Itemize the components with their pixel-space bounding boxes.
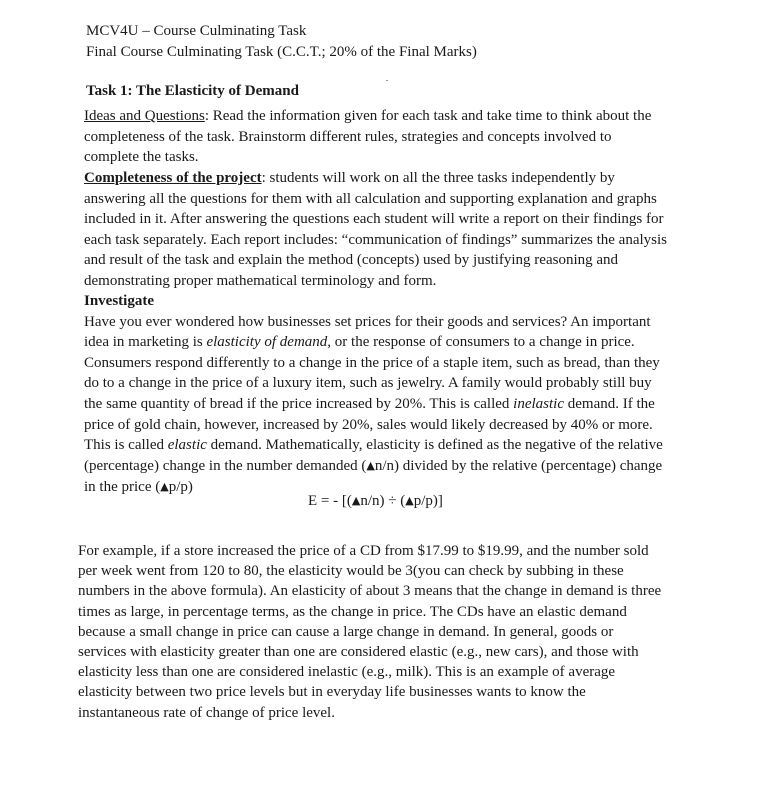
formula-part: p/p)] — [413, 493, 443, 509]
example-line: per week went from 120 to 80, the elasticity would be 3(you can check by subbing in these — [78, 563, 624, 580]
investigate-line — [84, 456, 704, 478]
task-title: Task 1: The Elasticity of Demand — [86, 83, 299, 99]
text-segment: idea in marketing is — [84, 334, 207, 351]
text-segment: n/n) divided by the relative (percentage) change — [374, 457, 663, 474]
investigate-line — [84, 435, 704, 456]
example-line: because a small change in price can cause a large change in demand. In general, goods or — [78, 623, 614, 640]
example-paragraph — [78, 541, 718, 723]
ideas-line: completeness of the task. Brainstorm different rules, strategies and concepts involved to — [84, 128, 612, 145]
text-segment: demand. Mathematically, elasticity is defined as the negative of the relative — [206, 437, 663, 454]
text-segment: This is called — [84, 437, 168, 454]
formula-part: n/n) ÷ ( — [360, 493, 406, 509]
text-segment: demand. If the — [564, 395, 655, 412]
example-line: elasticity less than one are considered inelastic (e.g., milk). This is an example of average — [78, 664, 616, 681]
text-segment: (percentage) change in the number demanded ( — [84, 457, 367, 474]
delta-triangle-icon: ▲ — [366, 458, 375, 472]
scan-mark — [386, 80, 388, 81]
elasticity-formula — [308, 493, 443, 510]
text-segment: the same quantity of bread if the price increased by 20%. This is called — [84, 395, 514, 412]
document-header — [86, 21, 477, 63]
investigate-line: Have you ever wondered how businesses set prices for their goods and services? An important — [84, 313, 651, 330]
completeness-paragraph — [84, 168, 704, 292]
investigate-line: do to a change in the price of a luxury item, such as jewelry. A family would probably still buy — [84, 375, 652, 392]
delta-triangle-icon: ▲ — [351, 494, 361, 507]
text-segment: in the price ( — [84, 479, 161, 496]
example-line: For example, if a store increased the price of a CD from $17.99 to $19.99, and the number sold — [78, 543, 649, 559]
delta-triangle-icon: ▲ — [160, 480, 169, 494]
text-segment: p/p) — [168, 479, 193, 496]
completeness-heading: Completeness of the project — [84, 170, 262, 186]
completeness-text: : students will work on all the three tasks independently by — [261, 170, 615, 186]
investigate-heading: Investigate — [84, 293, 154, 309]
completeness-line — [84, 168, 704, 189]
term-elastic: elastic — [167, 437, 207, 454]
investigate-line: price of gold chain, however, increased by 20%, sales would likely decreased by 40% or more. — [84, 416, 653, 433]
ideas-heading: Ideas and Questions — [84, 108, 205, 124]
investigate-line: Consumers respond differently to a change in the price of a staple item, such as bread, than they — [84, 354, 660, 371]
text-segment: , or the response of consumers to a change in price. — [327, 334, 635, 351]
investigate-line — [84, 332, 704, 353]
ideas-line — [84, 106, 704, 127]
ideas-paragraph — [84, 106, 704, 168]
ideas-line: complete the tasks. — [84, 149, 199, 166]
term-inelastic: inelastic — [513, 395, 564, 412]
example-line: times as large, in percentage terms, as the change in price. The CDs have an elastic demand — [78, 603, 627, 620]
investigate-section — [84, 291, 704, 499]
task-subtitle: Final Course Culminating Task (C.C.T.; 20% of the Final Marks) — [86, 44, 477, 60]
example-line: services with elasticity greater than one are considered elastic (e.g., new cars), and those with — [78, 644, 639, 661]
completeness-line: and result of the task and explain the method (concepts) used by justifying reasoning and — [84, 252, 619, 269]
course-title: MCV4U – Course Culminating Task — [86, 23, 307, 39]
example-line: instantaneous rate of change of price level. — [78, 704, 335, 721]
completeness-line: answering all the questions for them with all calculation and supporting explanation and graphs — [84, 190, 657, 207]
example-line: elasticity between two price levels but in everyday life businesses wants to know the — [78, 684, 586, 701]
ideas-text: : Read the information given for each task and take time to think about the — [204, 108, 652, 124]
example-line: numbers in the above formula). An elasticity of about 3 means that the change in demand is three — [78, 583, 662, 600]
investigate-line — [84, 394, 704, 415]
completeness-line: each task separately. Each report includes: “communication of findings” summarizes the analysis — [84, 231, 667, 248]
completeness-line: demonstrating proper mathematical terminology and form. — [84, 272, 437, 289]
formula-part: E = - [( — [308, 493, 352, 509]
term-elasticity-of-demand: elasticity of demand — [206, 334, 328, 351]
delta-triangle-icon: ▲ — [405, 494, 414, 507]
completeness-line: included in it. After answering the questions each student will write a report on their findings for — [84, 211, 664, 228]
